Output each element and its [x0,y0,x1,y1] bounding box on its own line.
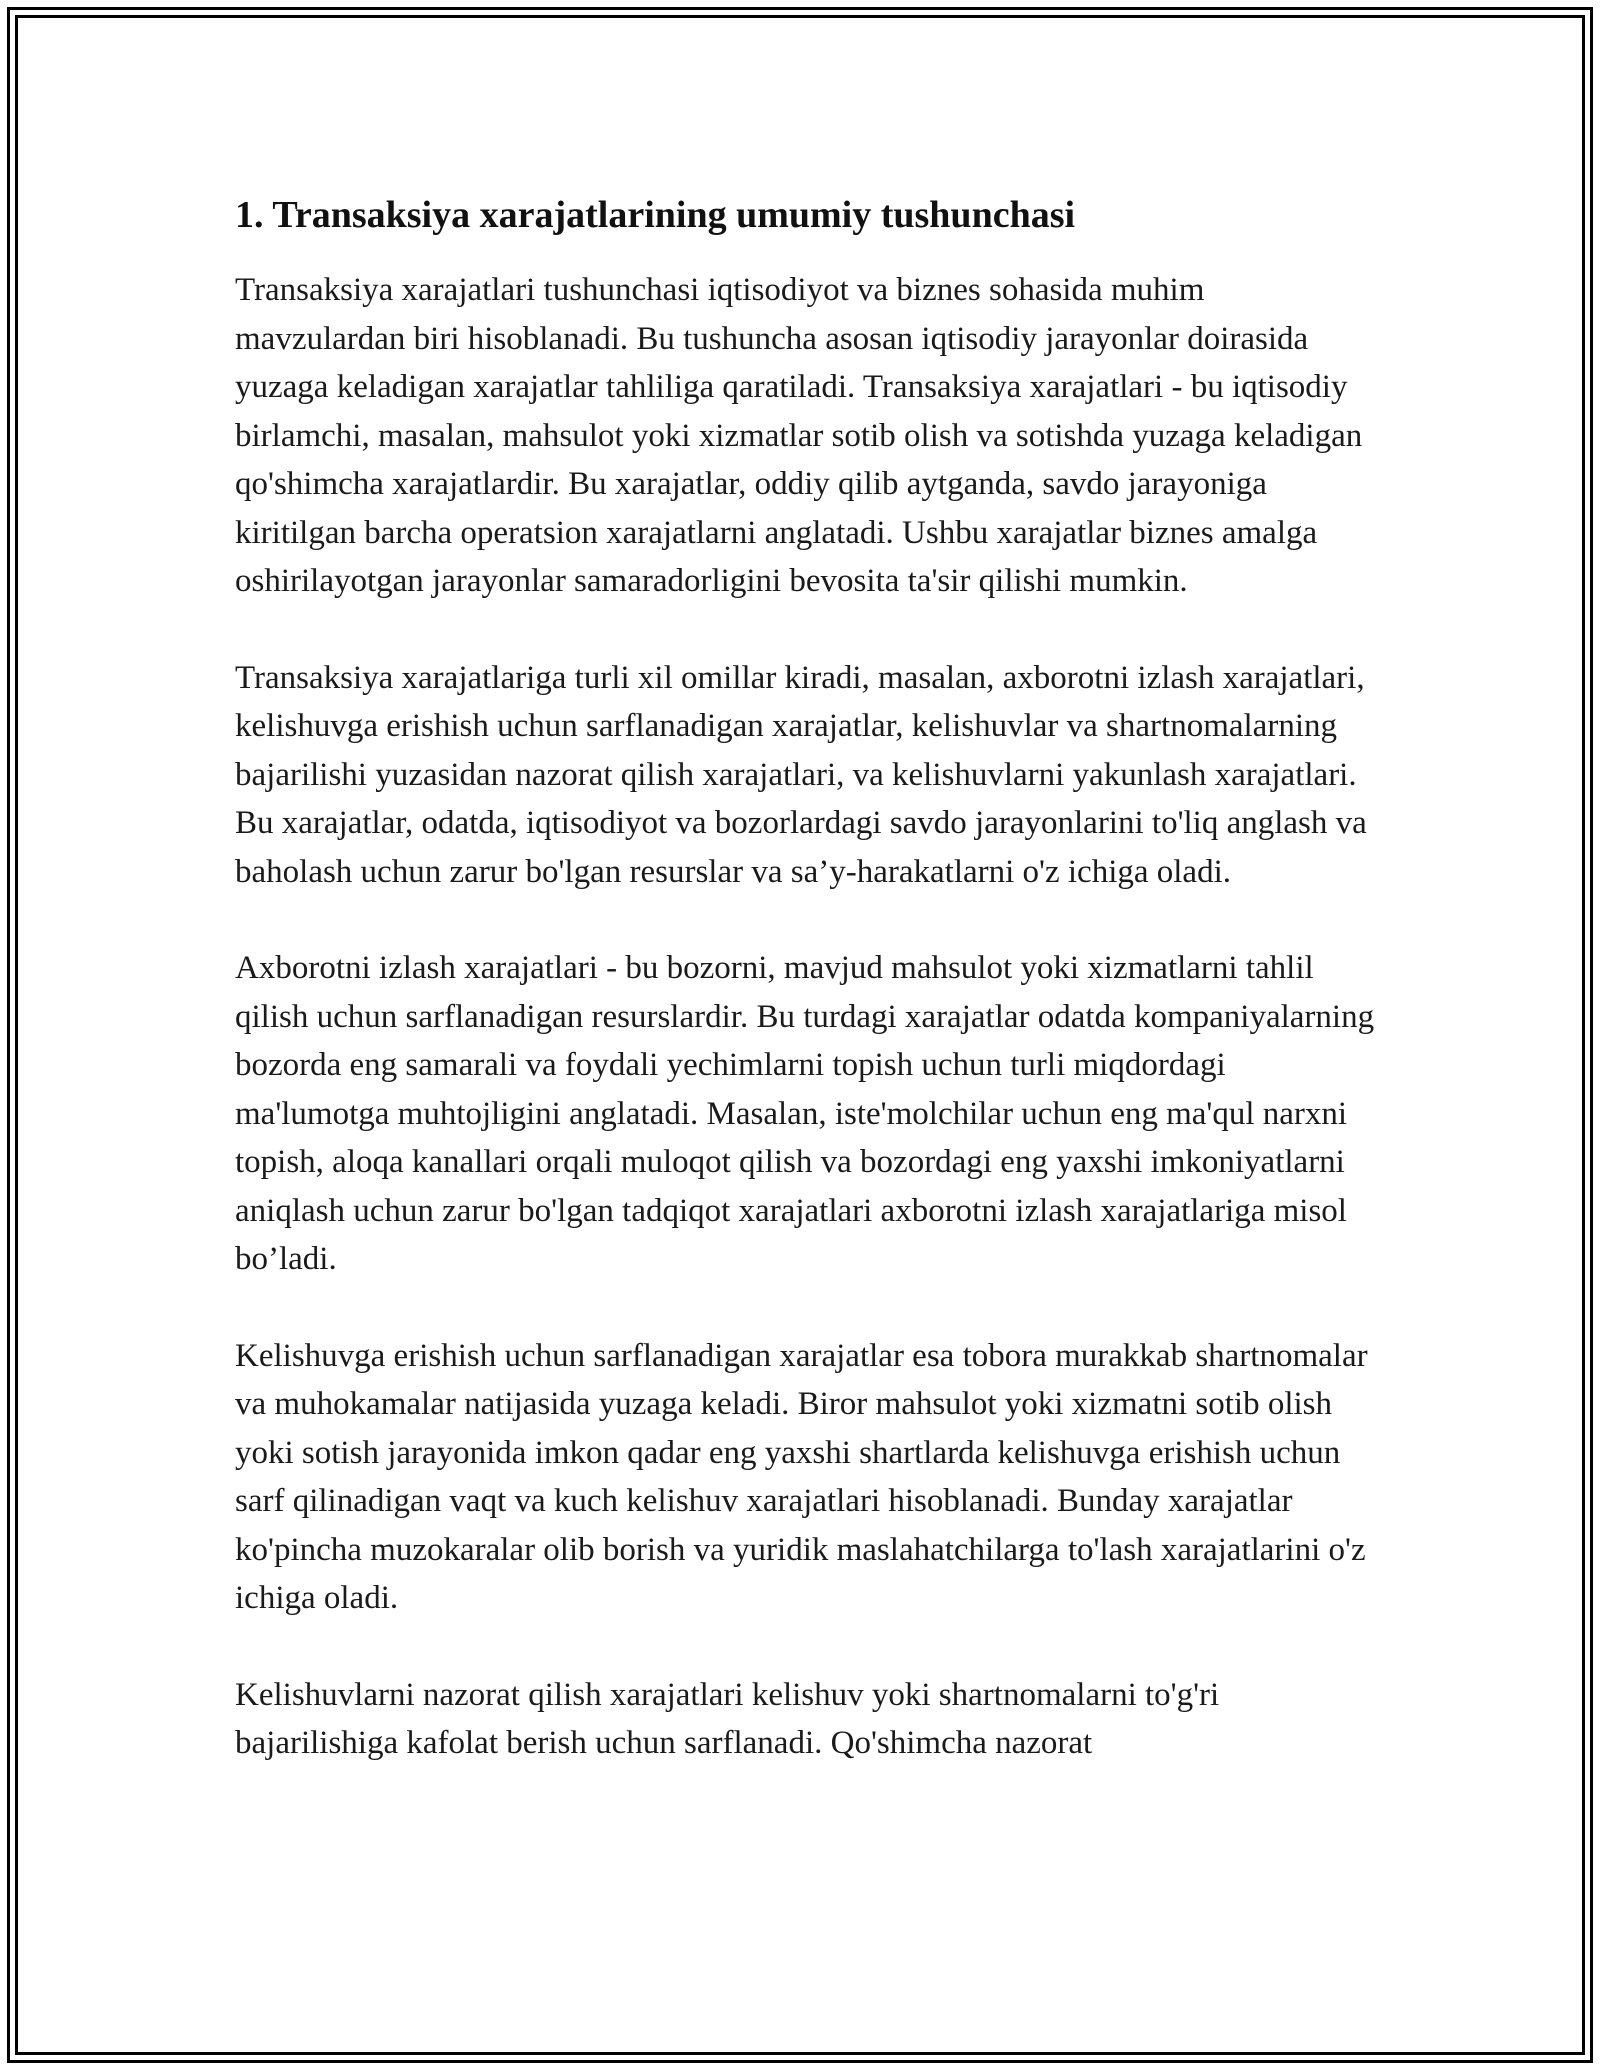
section-heading: 1. Transaksiya xarajatlarining umumiy tushunchasi [235,194,1076,236]
paragraph-3: Axborotni izlash xarajatlari - bu bozorni, mavjud mahsulot yoki xizmatlarni tahlil qilish uchun sarflanadigan resurslardir. Bu turdagi xarajatlar odatda kompaniyalarning bozorda eng samarali va foydali yechimlarni topish uchun turli miqdordagi ma'lumotga muhtojligini anglatadi. Masalan, iste'molchilar uchun eng ma'qul narxni topish, aloqa kanallari orqali muloqot qilish va bozordagi eng yaxshi imkoniyatlarni aniqlash uchun zarur bo'lgan tadqiqot xarajatlari axborotni izlash xarajatlariga misol bo’ladi. [235,950,1375,1277]
paragraph-2: Transaksiya xarajatlariga turli xil omillar kiradi, masalan, axborotni izlash xarajatlari, kelishuvga erishish uchun sarflanadigan xarajatlar, kelishuvlar va shartnomalarning bajarilishi yuzasidan nazorat qilish xarajatlari, va kelishuvlarni yakunlash xarajatlari. Bu xarajatlar, odatda, iqtisodiyot va bozorlardagi savdo jarayonlarini to'liq anglash va baholash uchun zarur bo'lgan resurslar va sa’y-harakatlarni o'z ichiga oladi. [235,659,1367,890]
paragraph-1: Transaksiya xarajatlari tushunchasi iqtisodiyot va biznes sohasida muhim mavzulardan biri hisoblanadi. Bu tushuncha asosan iqtisodiy jarayonlar doirasida yuzaga keladigan xarajatlar tahliliga qaratiladi. Transaksiya xarajatlari - bu iqtisodiy birlamchi, masalan, mahsulot yoki xizmatlar sotib olish va sotishda yuzaga keladigan qo'shimcha xarajatlardir. Bu xarajatlar, oddiy qilib aytganda, savdo jarayoniga kiritilgan barcha operatsion xarajatlarni anglatadi. Ushbu xarajatlar biznes amalga oshirilayotgan jarayonlar samaradorligini bevosita ta'sir qilishi mumkin. [235,272,1363,599]
paragraph-4: Kelishuvga erishish uchun sarflanadigan xarajatlar esa tobora murakkab shartnomalar va muhokamalar natijasida yuzaga keladi. Biror mahsulot yoki xizmatni sotib olish yoki sotish jarayonida imkon qadar eng yaxshi shartlarda kelishuvga erishish uchun sarf qilinadigan vaqt va kuch kelishuv xarajatlari hisoblanadi. Bunday xarajatlar ko'pincha muzokaralar olib borish va yuridik maslahatchilarga to'lash xarajatlarini o'z ichiga oladi. [235,1337,1368,1616]
paragraph-5: Kelishuvlarni nazorat qilish xarajatlari kelishuv yoki shartnomalarni to'g'ri bajarilishiga kafolat berish uchun sarflanadi. Qo'shimcha nazorat [235,1676,1220,1761]
document-body [235,188,1375,1816]
